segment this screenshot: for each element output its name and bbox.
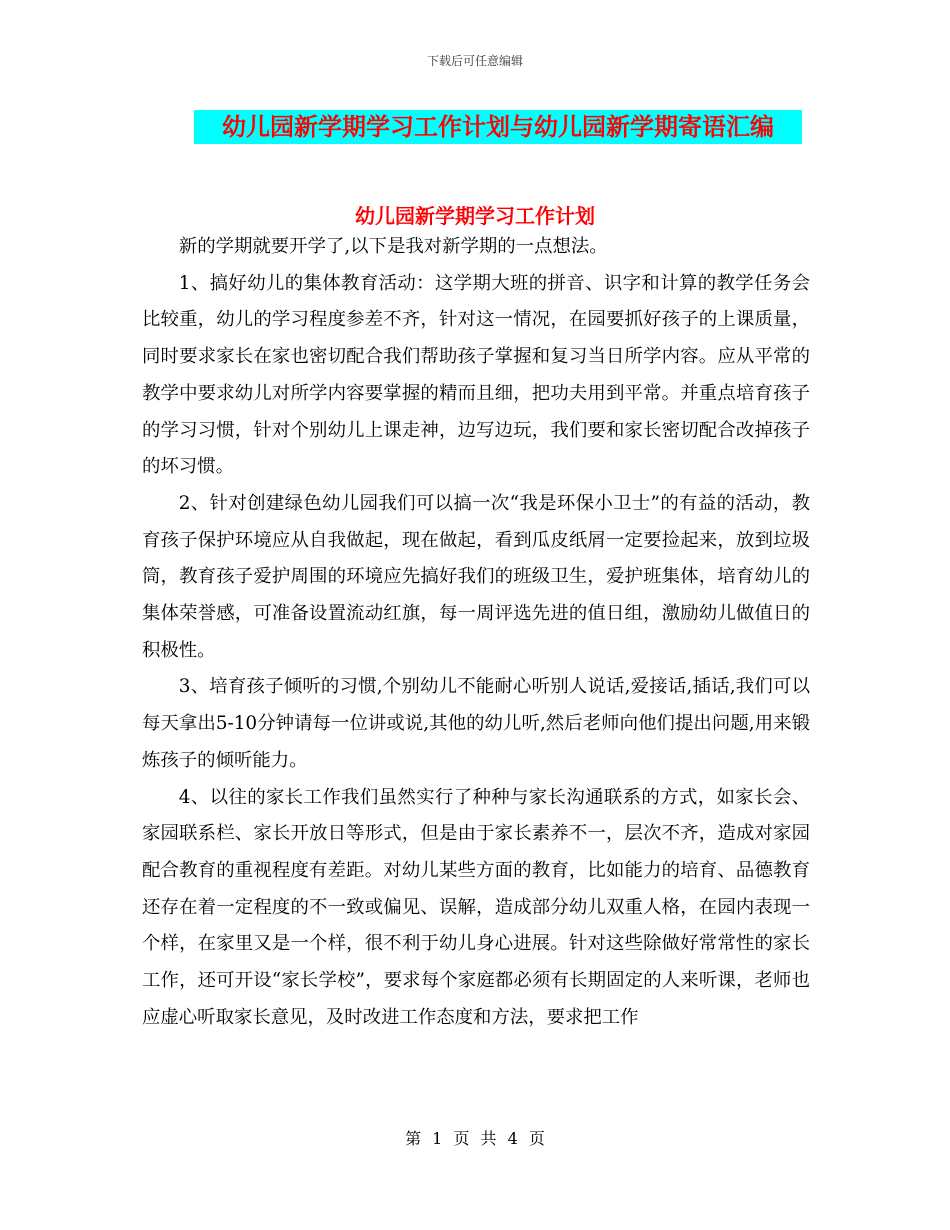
header-note: 下载后可任意编辑 (426, 54, 523, 68)
paragraph-1: 1、搞好幼儿的集体教育活动：这学期大班的拼音、识字和计算的教学任务会比较重，幼儿的学习程度参差不齐，针对这一情况，在园要抓好孩子的上课质量，同时要求家长在家也密切配合我们帮助孩子掌握和复习当日所学内容。应从平常的教学中要求幼儿对所学内容要掌握的精而且细，把功夫用到平常。并重点培育孩子的学习习惯，针对个别幼儿上课走神，边写边玩，我们要和家长密切配合改掉孩子的坏习惯。 (142, 272, 810, 478)
document-title: 幼儿园新学期学习工作计划与幼儿园新学期寄语汇编 (194, 110, 802, 144)
paragraph-3: 3、培育孩子倾听的习惯,个别幼儿不能耐心听别人说话,爱接话,插话,我们可以每天拿出5-10分钟请每一位讲或说,其他的幼儿听,然后老师向他们提出问题,用来锻炼孩子的倾听能力。 (142, 676, 810, 771)
page-footer: 第 1 页 共 4 页 (405, 1129, 545, 1148)
paragraph-4: 4、以往的家长工作我们虽然实行了种种与家长沟通联系的方式，如家长会、家园联系栏、家长开放日等形式，但是由于家长素养不一，层次不齐，造成对家园配合教育的重视程度有差距。对幼儿某些方面的教育，比如能力的培育、品德教育还存在着一定程度的不一致或偏见、误解，造成部分幼儿双重人格，在园内表现一个样，在家里又是一个样，很不利于幼儿身心进展。针对这些除做好常常性的家长工作，还可开设“家长学校”，要求每个家庭都必须有长期固定的人来听课，老师也应虚心听取家长意见，及时改进工作态度和方法，要求把工作 (142, 786, 810, 1028)
paragraph-2: 2、针对创建绿色幼儿园我们可以搞一次“我是环保小卫士”的有益的活动，教育孩子保护环境应从自我做起，现在做起，看到瓜皮纸屑一定要捡起来，放到垃圾筒，教育孩子爱护周围的环境应先搞好我们的班级卫生，爱护班集体，培育幼儿的集体荣誉感，可准备设置流动红旗，每一周评选先进的值日组，激励幼儿做值日的积极性。 (142, 492, 810, 661)
body-text (142, 229, 810, 1036)
section-title: 幼儿园新学期学习工作计划 (355, 204, 595, 228)
paragraph-intro: 新的学期就要开学了,以下是我对新学期的一点想法。 (178, 236, 608, 257)
